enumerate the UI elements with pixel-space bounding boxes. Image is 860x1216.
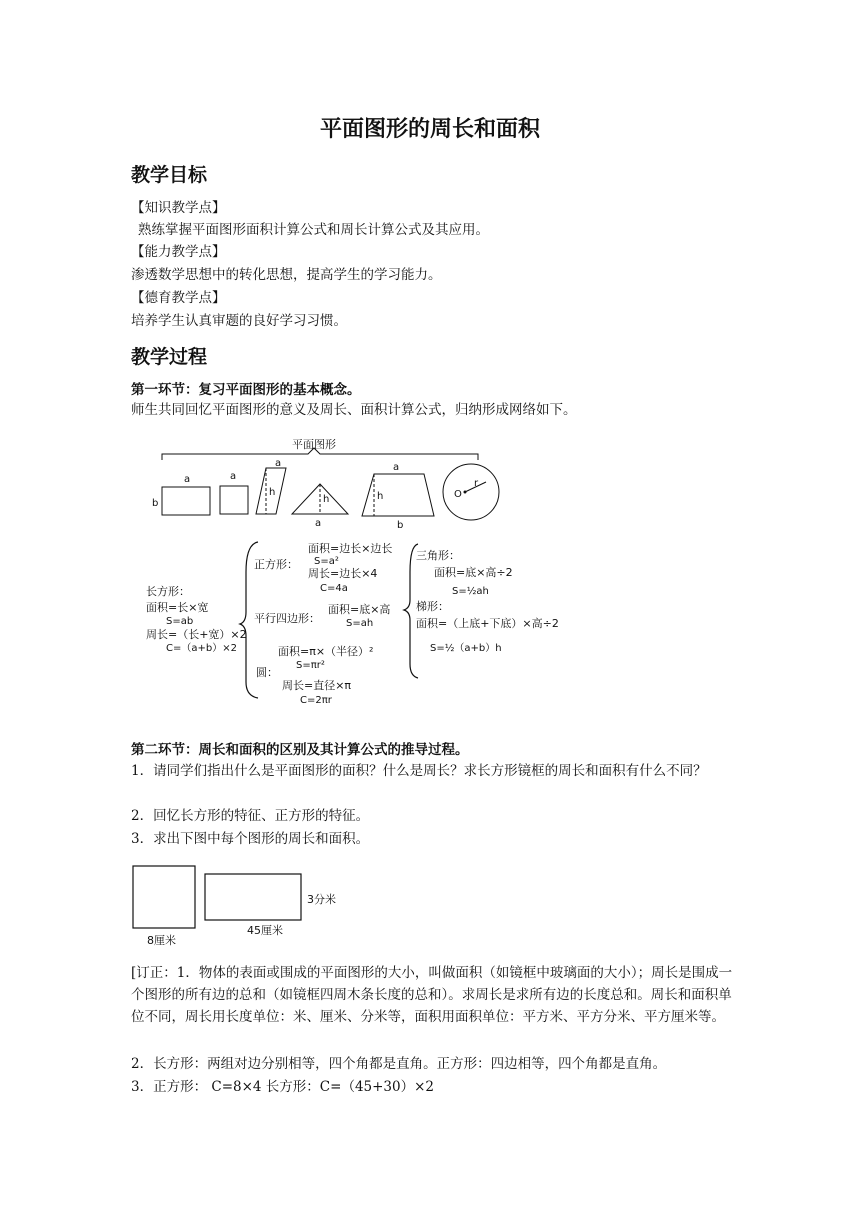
knowledge-text: 熟练掌握平面图形面积计算公式和周长计算公式及其应用。 [138,222,489,238]
ability-text: 渗透数学思想中的转化思想，提高学生的学习能力。 [131,267,442,283]
circle-shape [443,464,499,520]
para-name: 平行四边形： [254,612,320,625]
question-3: 3．求出下图中每个图形的周长和面积。 [131,831,370,847]
sq-c: C=4a [320,583,348,594]
rect-s: S=ab [166,616,194,627]
tri-s: S=½ah [452,586,489,597]
rect-a-label: a [184,474,191,485]
trap-b-label: b [397,520,404,531]
tri-a-label: a [315,518,322,529]
rect-area: 面积=长×宽 [146,601,209,614]
rect-height-label: 3分米 [307,893,336,906]
rect-width-label: 45厘米 [247,924,283,937]
plane-figures-network-diagram [140,432,600,714]
sq-perim: 周长=边长×4 [308,567,378,580]
circ-s: S=πr² [296,660,325,671]
sq-s: S=a² [314,556,339,567]
trap-h-label: h [377,491,384,502]
answer-2: 2．长方形：两组对边分别相等，四个角都是直角。正方形：四边相等，四个角都是直角。 [131,1056,667,1072]
circ-area: 面积=π×（半径）² [278,645,374,658]
goals-heading: 教学目标 [131,164,208,186]
trap-s: S=½（a+b）h [430,643,502,654]
rect-perim: 周长=（长+宽）×2 [146,628,247,641]
trap-a-label: a [393,462,400,473]
perimeter-area-figure [125,858,355,950]
circle-o-label: O [454,489,462,500]
circ-name: 圆： [256,666,278,679]
page-title: 平面图形的周长和面积 [319,117,540,142]
ability-label: 【能力教学点】 [131,244,226,260]
question-1: 1．请同学们指出什么是平面图形的面积？什么是周长？求长方形镜框的周长和面积有什么不同？ [131,763,707,779]
section1-title: 第一环节：复习平面图形的基本概念。 [131,382,361,398]
circ-c: C=2πr [300,695,332,706]
para-a-label: a [275,458,282,469]
circ-perim: 周长=直径×π [282,679,352,692]
trap-area: 面积=（上底+下底）×高÷2 [416,617,559,630]
rect-b-label: b [152,498,159,509]
rect-name: 长方形： [146,585,190,598]
circle-r-label: r [474,478,479,489]
moral-text: 培养学生认真审题的良好学习习惯。 [131,313,347,329]
square-side-label: 8厘米 [147,934,176,947]
square-figure [133,866,195,928]
rectangle-shape [162,487,210,515]
knowledge-label: 【知识教学点】 [131,200,226,216]
tri-name: 三角形： [416,549,460,562]
rect-c: C=（a+b）×2 [166,643,237,654]
top-label: 平面图形 [292,438,336,451]
answer-3: 3．正方形： C=8×4 长方形：C=（45+30）×2 [131,1079,435,1095]
trap-name: 梯形： [416,600,449,613]
para-h-label: h [269,487,276,498]
square-a-label: a [230,471,237,482]
tri-h-label: h [323,494,330,505]
sq-area: 面积=边长×边长 [308,542,393,555]
moral-label: 【德育教学点】 [131,290,226,306]
section2-title: 第二环节：周长和面积的区别及其计算公式的推导过程。 [131,742,469,758]
question-2: 2．回忆长方形的特征、正方形的特征。 [131,808,370,824]
tri-area: 面积=底×高÷2 [434,566,513,579]
square-shape [220,486,248,514]
para-s: S=ah [346,618,374,629]
sq-name: 正方形： [254,558,298,571]
trapezoid-shape [362,474,434,516]
section1-text: 师生共同回忆平面图形的意义及周长、面积计算公式，归纳形成网络如下。 [131,402,577,418]
answer-1: [订正：1．物体的表面或围成的平面图形的大小，叫做面积（如镜框中玻璃面的大小）；周长是围成一个图形的所有边的总和（如镜框四周木条长度的总和）。求周长是求所有边的长度总和。周长和面积单位不同，周长用长度单位：米、厘米、分米等，面积用面积单位：平方米、平方分米、平方厘米等。 [131,965,733,1025]
rectangle-figure [205,874,301,920]
process-heading: 教学过程 [131,346,208,368]
para-area: 面积=底×高 [328,603,391,616]
